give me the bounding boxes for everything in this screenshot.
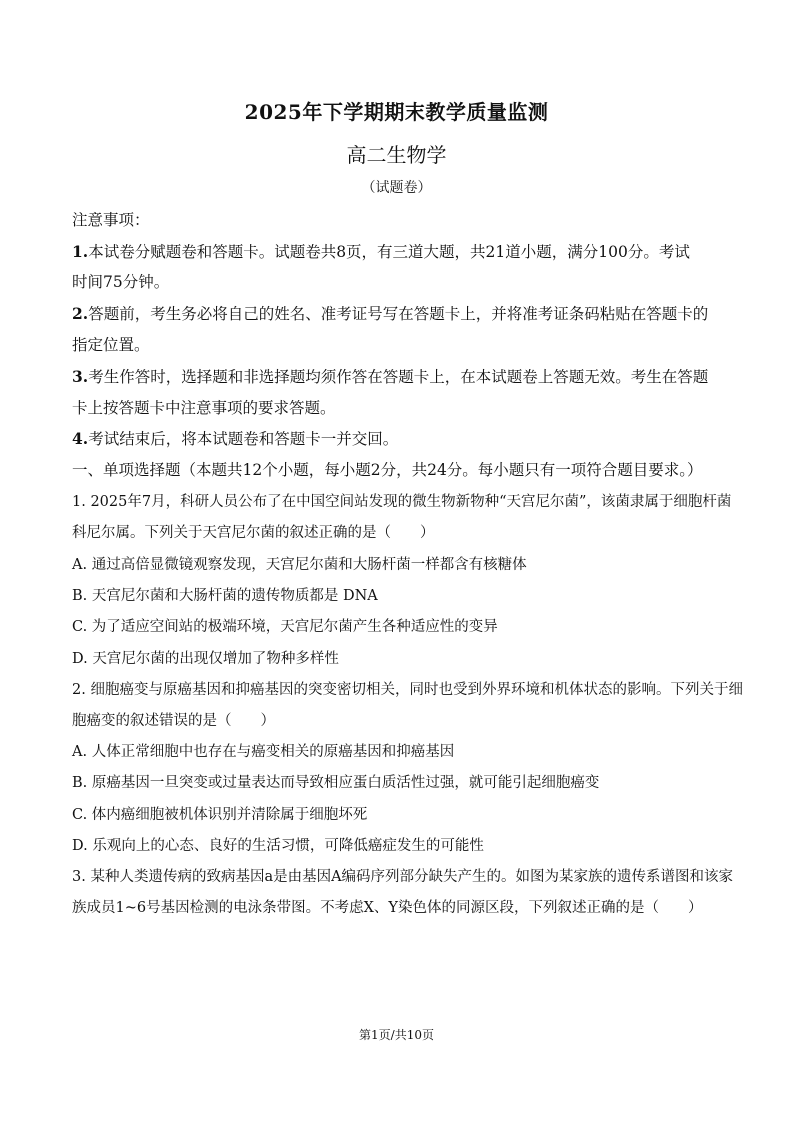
paper-type-label: （试题卷） bbox=[361, 180, 432, 196]
exam-title: 2025年下学期期末教学质量监测 bbox=[244, 100, 549, 124]
notice-item-4-line-1 bbox=[72, 427, 398, 449]
question-2-stem-line-1: 2. 细胞癌变与原癌基因和抑癌基因的突变密切相关，同时也受到外界环境和机体状态的影响。下列关于细 bbox=[72, 682, 743, 698]
notice-item-2-line-1 bbox=[72, 302, 708, 324]
question-3-stem-line-1: 3. 某种人类遗传病的致病基因a是由基因A编码序列部分缺失产生的。如图为某家族的遗传系谱图和该家 bbox=[72, 869, 734, 885]
question-2-option-b: B. 原癌基因一旦突变或过量表达而导致相应蛋白质活性过强，就可能引起细胞癌变 bbox=[72, 775, 600, 791]
notice-heading: 注意事项： bbox=[72, 211, 150, 229]
section-heading: 一、单项选择题（本题共12个小题，每小题2分，共24分。每小题只有一项符合题目要求。） bbox=[72, 461, 703, 479]
notice-item-1-line-1 bbox=[72, 240, 690, 262]
notice-item-2-line-2: 指定位置。 bbox=[72, 336, 150, 354]
notice-item-number: 4. bbox=[72, 429, 89, 448]
notice-item-3-line-1 bbox=[72, 365, 708, 387]
question-2-option-d: D. 乐观向上的心态、良好的生活习惯，可降低癌症发生的可能性 bbox=[72, 838, 484, 854]
notice-item-3-line-2: 卡上按答题卡中注意事项的要求答题。 bbox=[72, 399, 336, 417]
notice-item-number: 3. bbox=[72, 367, 89, 386]
subject-title: 高二生物学 bbox=[346, 143, 447, 167]
question-1-option-a: A. 通过高倍显微镜观察发现，天宫尼尔菌和大肠杆菌一样都含有核糖体 bbox=[72, 557, 527, 573]
question-2-stem-line-2: 胞癌变的叙述错误的是（ ） bbox=[72, 713, 275, 729]
notice-item-text: 考试结束后，将本试题卷和答题卡一并交回。 bbox=[88, 430, 399, 448]
notice-item-number: 1. bbox=[72, 242, 89, 261]
notice-item-number: 2. bbox=[72, 304, 89, 323]
question-1-stem-line-1: 1. 2025年7月，科研人员公布了在中国空间站发现的微生物新物种“天宫尼尔菌”，该菌隶属于细胞杆菌 bbox=[72, 494, 732, 510]
notice-item-text: 答题前，考生务必将自己的姓名、准考证号写在答题卡上，并将准考证条码粘贴在答题卡的 bbox=[88, 305, 709, 323]
question-3-stem-line-2: 族成员1~6号基因检测的电泳条带图。不考虑X、Y染色体的同源区段，下列叙述正确的是（ ） bbox=[72, 900, 703, 916]
question-1-option-d: D. 天宫尼尔菌的出现仅增加了物种多样性 bbox=[72, 651, 339, 667]
notice-item-1-line-2: 时间75分钟。 bbox=[72, 273, 170, 291]
question-2-option-c: C. 体内癌细胞被机体识别并清除属于细胞坏死 bbox=[72, 807, 368, 823]
notice-item-text: 考生作答时，选择题和非选择题均须作答在答题卡上，在本试题卷上答题无效。考生在答题 bbox=[88, 368, 709, 386]
notice-item-text: 本试卷分赋题卷和答题卡。试题卷共8页，有三道大题，共21道小题，满分100分。考试 bbox=[88, 243, 690, 261]
question-1-stem-line-2: 科尼尔属。下列关于天宫尼尔菌的叙述正确的是（ ） bbox=[72, 525, 435, 541]
question-1-option-c: C. 为了适应空间站的极端环境，天宫尼尔菌产生各种适应性的变异 bbox=[72, 619, 498, 635]
page-number: 第1页/共10页 bbox=[359, 1028, 434, 1042]
question-2-option-a: A. 人体正常细胞中也存在与癌变相关的原癌基因和抑癌基因 bbox=[72, 744, 455, 760]
question-1-option-b: B. 天宫尼尔菌和大肠杆菌的遗传物质都是 DNA bbox=[72, 588, 378, 604]
